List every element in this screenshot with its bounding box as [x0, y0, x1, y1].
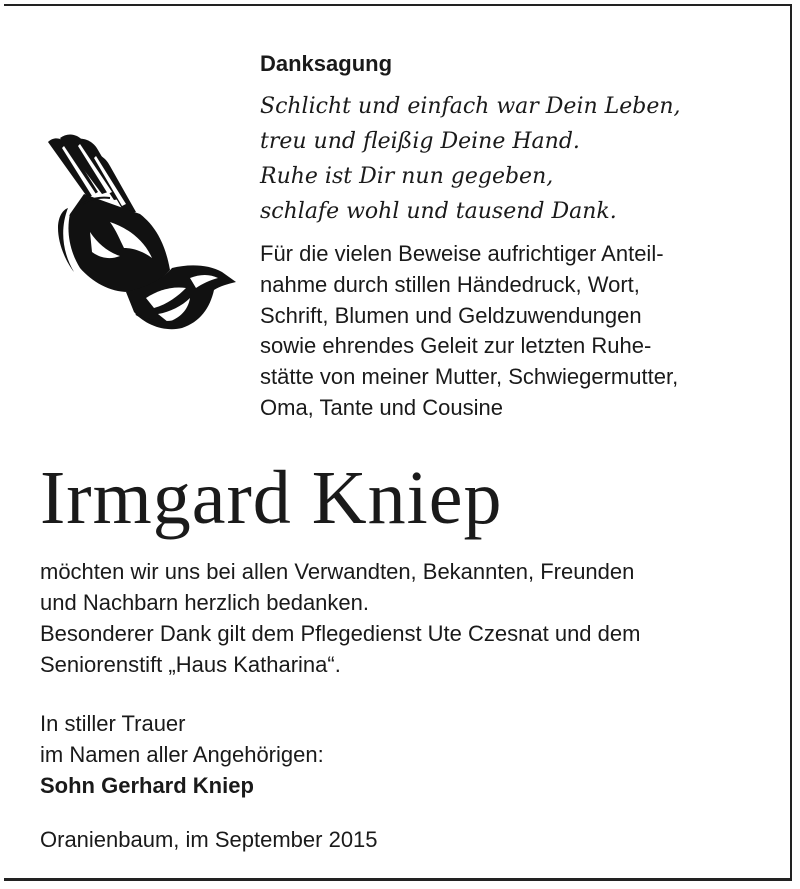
thanks-line: sowie ehrendes Geleit zur letzten Ruhe- [260, 333, 652, 359]
mourning-line: In stiller Trauer [40, 711, 186, 736]
verse-line: Schlicht und einfach war Dein Leben, [260, 94, 681, 119]
signer-name: Sohn Gerhard Kniep [40, 773, 254, 798]
deceased-name: Irmgard Kniep [40, 456, 503, 540]
relatives-line: im Namen aller Angehörigen: [40, 742, 324, 767]
thanks-line: Für die vielen Beweise aufrichtiger Anteil- [260, 241, 664, 266]
memorial-verse [260, 89, 681, 229]
thanks-line: Oma, Tante und Cousine [260, 394, 503, 420]
gratitude-paragraph [40, 556, 640, 680]
thanks-line: Schrift, Blumen und Geldzuwendungen [260, 302, 642, 328]
thanks-line: nahme durch stillen Händedruck, Wort, [260, 271, 640, 297]
praying-hands-icon [40, 132, 240, 332]
verse-line: Ruhe ist Dir nun gegeben, [260, 164, 554, 189]
place-and-date: Oranienbaum, im September 2015 [40, 827, 378, 852]
thanks-paragraph [260, 239, 678, 424]
body-line: möchten wir uns bei allen Verwandten, Bekannten, Freunden [40, 559, 635, 584]
obituary-notice [4, 4, 792, 881]
thanks-line: stätte von meiner Mutter, Schwiegermutter, [260, 364, 679, 390]
verse-line: treu und fleißig Deine Hand. [260, 129, 580, 154]
body-line: Seniorenstift „Haus Katharina“. [40, 652, 341, 677]
signature-block [40, 708, 324, 801]
body-line: Besonderer Dank gilt dem Pflegedienst Ute Czesnat und dem [40, 621, 641, 646]
body-line: und Nachbarn herzlich bedanken. [40, 590, 370, 615]
verse-line: schlafe wohl und tausend Dank. [260, 199, 617, 224]
notice-heading: Danksagung [260, 51, 393, 76]
